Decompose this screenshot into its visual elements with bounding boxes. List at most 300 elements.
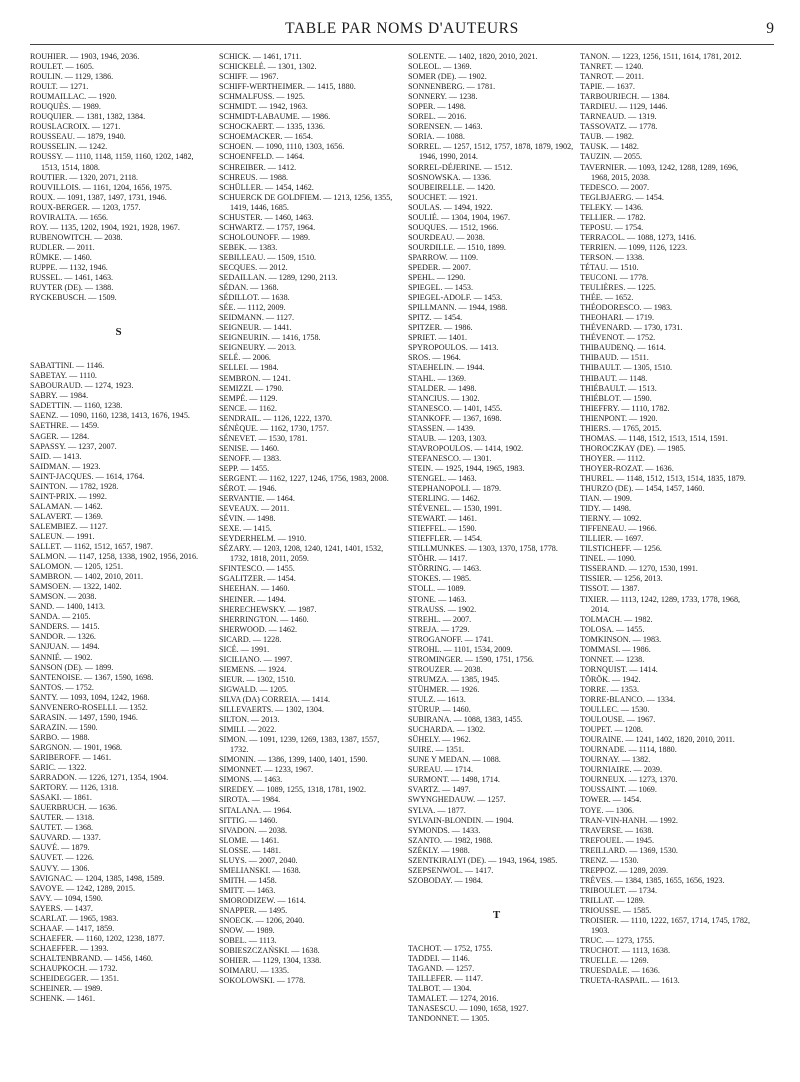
index-entry: ROY. — 1135, 1202, 1904, 1921, 1928, 1967. xyxy=(30,222,180,232)
index-entry: SEXE. — 1415. xyxy=(219,524,272,534)
index-entry: SEMBRON. — 1241. xyxy=(219,373,291,383)
index-entry: SERVANTIE. — 1464. xyxy=(219,494,295,504)
index-entry: SIMONNET. — 1233, 1967. xyxy=(219,765,314,775)
index-entry: STANKOFF. — 1367, 1698. xyxy=(408,413,502,423)
index-entry: SÉNÈQUE. — 1162, 1730, 1757. xyxy=(219,423,329,433)
index-entry: TRUC. — 1273, 1755. xyxy=(580,936,655,946)
index-entry: SANTENOISE. — 1367, 1590, 1698. xyxy=(30,672,154,682)
index-entry: SAUVET. — 1226. xyxy=(30,853,94,863)
index-entry: SCHOEMACKER. — 1654. xyxy=(219,132,313,142)
index-entry: SORIA. — 1088. xyxy=(408,132,465,142)
index-entry: TOYE. — 1306. xyxy=(580,805,635,815)
index-entry: SAYERS. — 1437. xyxy=(30,903,93,913)
index-entry: TOURAINE. — 1241, 1402, 1820, 2010, 2011. xyxy=(580,735,735,745)
index-entry: STEPHANOPOLI. — 1879. xyxy=(408,484,501,494)
index-entry: TINEL. — 1090. xyxy=(580,554,636,564)
index-entry: SCHUERCK DE GOLDFIEM. — 1213, 1256, 1355, 1419, 1446, 1685. xyxy=(219,192,393,212)
index-entry: SEIGNEUR. — 1441. xyxy=(219,323,292,333)
index-entry: TREILLARD. — 1369, 1530. xyxy=(580,845,678,855)
index-entry: ROUSLACROIX. — 1271. xyxy=(30,122,121,132)
index-entry: SAMBRON. — 1402, 2010, 2011. xyxy=(30,572,144,582)
index-entry: TRUCHOT. — 1113, 1638. xyxy=(580,946,670,956)
index-entry: STAEHELIN. — 1944. xyxy=(408,363,485,373)
index-entry: SOSNOWSKA. — 1336. xyxy=(408,172,492,182)
page-title: TABLE PAR NOMS D'AUTEURS xyxy=(285,20,519,37)
index-entry: SIMILI. — 2022. xyxy=(219,725,277,735)
index-entry: SALOMON. — 1205, 1251. xyxy=(30,562,123,572)
index-entry: SANSON (DE). — 1899. xyxy=(30,662,114,672)
index-entry: SZOBODAY. — 1984. xyxy=(408,875,483,885)
index-entry: TASSOVATZ. — 1778. xyxy=(580,122,658,132)
index-entry: RUYTER (DE). — 1388. xyxy=(30,283,114,293)
index-entry: SLOSSE. — 1481. xyxy=(219,845,281,855)
index-entry: STÜHMER. — 1926. xyxy=(408,684,480,694)
index-entry: SAIDMAN. — 1923. xyxy=(30,461,101,471)
index-entry: SHEEHAN. — 1460. xyxy=(219,584,290,594)
index-entry: SAND. — 1400, 1413. xyxy=(30,602,105,612)
index-entry: SCARLAT. — 1965, 1983. xyxy=(30,913,119,923)
index-entry: TRUESDALE. — 1636. xyxy=(580,966,660,976)
index-entry: SIEMENS. — 1924. xyxy=(219,664,287,674)
index-entry: SPIEGEL. — 1453. xyxy=(408,283,473,293)
index-entry: SOUBEIRELLE. — 1420. xyxy=(408,182,496,192)
index-entry: TERRIEN. — 1099, 1126, 1223. xyxy=(580,242,688,252)
index-entry: TIAN. — 1909. xyxy=(580,494,632,504)
index-entry: SICÉ. — 1991. xyxy=(219,644,270,654)
index-entry: TOURNIAIRE. — 2039. xyxy=(580,765,662,775)
index-entry: SOUQUES. — 1512, 1966. xyxy=(408,222,499,232)
index-entry: SAUTET. — 1368. xyxy=(30,823,94,833)
index-entry: SÉDAN. — 1368. xyxy=(219,283,279,293)
index-entry: SITTIG. — 1460. xyxy=(219,815,278,825)
index-entry: TANDONNET. — 1305. xyxy=(408,1014,490,1024)
index-entry: SALEUN. — 1991. xyxy=(30,531,95,541)
index-entry: SAUTER. — 1318. xyxy=(30,813,95,823)
index-entry: SOHIER. — 1129, 1304, 1338. xyxy=(219,956,322,966)
page-number: 9 xyxy=(766,20,774,37)
index-entry: THURZO (DE). — 1454, 1457, 1460. xyxy=(580,484,705,494)
index-entry: TOLMACH. — 1982. xyxy=(580,614,653,624)
index-entry: SCHOCKAERT. — 1335, 1336. xyxy=(219,122,325,132)
index-entry: SEIGNEURY. — 2013. xyxy=(219,343,297,353)
index-entry: ROUVILLOIS. — 1161, 1204, 1656, 1975. xyxy=(30,182,172,192)
index-entry: SOIMARU. — 1335. xyxy=(219,966,289,976)
index-entry: STAHL. — 1369. xyxy=(408,373,467,383)
index-entry: SOULIÉ. — 1304, 1904, 1967. xyxy=(408,212,511,222)
index-entry: SÉDILLOT. — 1638. xyxy=(219,293,290,303)
index-entry: SPARROW. — 1109. xyxy=(408,252,478,262)
index-entry: SMORODIZEW. — 1614. xyxy=(219,895,306,905)
index-entry: SALAMAN. — 1462. xyxy=(30,501,103,511)
index-entry: SALLET. — 1162, 1512, 1657, 1987. xyxy=(30,542,153,552)
index-entry: STERLING. — 1462. xyxy=(408,494,480,504)
index-entry: TILLIER. — 1697. xyxy=(580,534,644,544)
index-entry: STREJA. — 1729. xyxy=(408,624,470,634)
index-entry: TANASESCU. — 1090, 1658, 1927. xyxy=(408,1004,529,1014)
index-entry: SITALANA. — 1964. xyxy=(219,805,292,815)
index-entry: SYLVA. — 1877. xyxy=(408,805,466,815)
index-entry: SOREL. — 2016. xyxy=(408,112,467,122)
index-entry: SASAKI. — 1861. xyxy=(30,793,92,803)
index-entry: SCHUSTER. — 1460, 1463. xyxy=(219,212,314,222)
index-entry: ROUSSEAU. — 1879, 1940. xyxy=(30,132,126,142)
index-entry: TARBOURIECH. — 1384. xyxy=(580,92,670,102)
index-entry: SOLENTE. — 1402, 1820, 2010, 2021. xyxy=(408,52,538,61)
index-entry: SVARTZ. — 1497. xyxy=(408,785,471,795)
index-entry: TALBOT. — 1304. xyxy=(408,984,472,994)
index-entry: SANDA. — 2105. xyxy=(30,612,91,622)
index-entry: ROULIN. — 1129, 1386. xyxy=(30,72,114,82)
index-entry: TROISIER. — 1110, 1222, 1657, 1714, 1745, 1782, 1903. xyxy=(580,916,751,936)
index-entry: THIEFFRY. — 1110, 1782. xyxy=(580,403,670,413)
index-entry: THIBAUDENQ. — 1614. xyxy=(580,343,666,353)
index-entry: STONE. — 1463. xyxy=(408,594,467,604)
index-entry: SOUCHET. — 1921. xyxy=(408,192,478,202)
index-entry: TERSON. — 1338. xyxy=(580,252,645,262)
index-entry: SPYROPOULOS. — 1413. xyxy=(408,343,499,353)
index-entry: STOKES. — 1985. xyxy=(408,574,472,584)
index-entry: TOMKINSON. — 1983. xyxy=(580,634,662,644)
index-entry: SONNERY. — 1238. xyxy=(408,92,478,102)
index-entry: SICILIANO. — 1997. xyxy=(219,654,293,664)
index-entry: SCHOLOUNOFF. — 1989. xyxy=(219,232,310,242)
index-entry: STÖHR. — 1417. xyxy=(408,554,468,564)
index-entry: SEMPÉ. — 1129. xyxy=(219,393,278,403)
index-entry: SICARD. — 1228. xyxy=(219,634,282,644)
index-column-1 xyxy=(30,52,208,1004)
index-entry: SALAVERT. — 1369. xyxy=(30,511,103,521)
index-entry: SPILLMANN. — 1944, 1988. xyxy=(408,303,508,313)
index-entry: SIMON. — 1091, 1239, 1269, 1383, 1387, 1557, 1732. xyxy=(219,735,380,755)
index-entry: SARIBEROFF. — 1461. xyxy=(30,753,112,762)
index-entry: SANJUAN. — 1494. xyxy=(30,642,100,652)
index-entry: SZEPSENWOL. — 1417. xyxy=(408,865,494,875)
index-entry: SIEUR. — 1302, 1510. xyxy=(219,674,296,684)
index-entry: STANESCO. — 1401, 1455. xyxy=(408,403,503,413)
index-entry: STASSEN. — 1439. xyxy=(408,423,476,433)
index-entry: STEFANESCO. — 1301. xyxy=(408,453,492,463)
index-entry: TRENZ. — 1530. xyxy=(580,855,639,865)
index-entry: SAMSON. — 2038. xyxy=(30,592,97,602)
index-entry: SANDERS. — 1415. xyxy=(30,622,100,632)
index-entry: TORRE-BLANCO. — 1334. xyxy=(580,695,676,704)
index-entry: SADETTIN. — 1160, 1238. xyxy=(30,401,123,411)
index-entry: SAMSOEN. — 1322, 1402. xyxy=(30,582,122,592)
index-entry: ROUQUÈS. — 1989. xyxy=(30,102,101,112)
index-entry: STAUB. — 1203, 1303. xyxy=(408,433,487,443)
index-entry: THÉODORESCO. — 1983. xyxy=(580,303,673,313)
index-entry: TISSIER. — 1256, 2013. xyxy=(580,574,663,584)
index-entry: SHERRINGTON. — 1460. xyxy=(219,614,309,624)
index-entry: SCHAEFFER. — 1393. xyxy=(30,943,109,953)
index-entry: SPEDER. — 2007. xyxy=(408,262,471,272)
spacer xyxy=(30,341,208,361)
index-entry: SAUVY. — 1306. xyxy=(30,863,90,873)
index-entry: SILLEVAERTS. — 1302, 1304. xyxy=(219,705,324,715)
index-entry: SORENSEN. — 1463. xyxy=(408,122,483,132)
index-entry: SYMONDS. — 1433. xyxy=(408,825,481,835)
index-entry: TOURNEUX. — 1273, 1370. xyxy=(580,775,678,785)
index-entry: SEBEK. — 1383. xyxy=(219,242,278,252)
index-entry: SÜHELY. — 1962. xyxy=(408,735,471,745)
index-entry: TERRACOL. — 1088, 1273, 1416. xyxy=(580,232,697,242)
index-entry: SEDAILLAN. — 1289, 1290, 2113. xyxy=(219,273,338,283)
index-entry: TOURNADE. — 1114, 1880. xyxy=(580,745,677,755)
section-letter: S xyxy=(115,326,123,339)
header-rule xyxy=(30,44,774,45)
index-entry: ROULT. — 1271. xyxy=(30,82,89,92)
index-entry: SEMIZZI. — 1790. xyxy=(219,383,284,393)
index-entry: TAGAND. — 1257. xyxy=(408,963,475,973)
index-entry: SCHIFF-WERTHEIMER. — 1415, 1880. xyxy=(219,82,356,92)
index-entry: ROULET. — 1605. xyxy=(30,62,94,72)
index-entry: TIXIER. — 1113, 1242, 1289, 1733, 1778, 1968, 2014. xyxy=(580,594,741,614)
index-entry: SANDOR. — 1326. xyxy=(30,632,96,642)
index-entry: SAVOYE. — 1242, 1289, 2015. xyxy=(30,883,136,893)
index-entry: TANROT. — 2011. xyxy=(580,72,644,82)
index-entry: THIBAULT. — 1305, 1510. xyxy=(580,363,673,373)
index-entry: SAINTON. — 1782, 1928. xyxy=(30,481,119,491)
index-entry: SAUVARD. — 1337. xyxy=(30,833,101,843)
index-entry: ROUX. — 1091, 1387, 1497, 1731, 1946. xyxy=(30,192,167,202)
index-entry: SROS. — 1964. xyxy=(408,353,461,363)
index-entry: SERGENT. — 1162, 1227, 1246, 1756, 1983, 2008. xyxy=(219,473,389,483)
index-entry: SURMONT. — 1498, 1714. xyxy=(408,775,500,785)
index-entry: RYCKEBUSCH. — 1509. xyxy=(30,293,117,303)
index-entry: STIEFFEL. — 1590. xyxy=(408,524,477,534)
index-entry: SÉVIN. — 1498. xyxy=(219,514,276,524)
index-entry: TAPIE. — 1637. xyxy=(580,82,635,92)
index-entry: TOULOUSE. — 1967. xyxy=(580,715,656,725)
index-entry: TOWER. — 1454. xyxy=(580,795,642,805)
index-entry: RUPPE. — 1132, 1946. xyxy=(30,262,108,272)
index-column-4 xyxy=(580,52,758,986)
index-entry: ROUHIER. — 1903, 1946, 2036. xyxy=(30,52,140,61)
index-entry: SABOURAUD. — 1274, 1923. xyxy=(30,381,134,391)
index-entry: THIBAUD. — 1511. xyxy=(580,353,649,363)
index-entry: SCHÜLLER. — 1454, 1462. xyxy=(219,182,314,192)
index-entry: SARBO. — 1988. xyxy=(30,732,90,742)
index-entry: SIREDEY. — 1089, 1255, 1318, 1781, 1902. xyxy=(219,785,367,795)
index-entry: SHEINER. — 1494. xyxy=(219,594,286,604)
index-entry: STÜRUP. — 1460. xyxy=(408,705,471,715)
index-entry: STANCIUS. — 1302. xyxy=(408,393,480,403)
index-entry: TACHOT. — 1752, 1755. xyxy=(408,943,493,953)
index-entry: TRAN-VIN-HANH. — 1992. xyxy=(580,815,678,825)
index-entry: SCHWARTZ. — 1757, 1964. xyxy=(219,222,316,232)
index-entry: SCHIFF. — 1967. xyxy=(219,72,279,82)
index-entry: SIMONS. — 1463. xyxy=(219,775,283,785)
index-entry: STENGEL. — 1463. xyxy=(408,473,477,483)
index-entry: SCHMALFUSS. — 1925. xyxy=(219,92,305,102)
index-entry: SEVEAUX. — 2011. xyxy=(219,504,290,514)
index-entry: THUREL. — 1148, 1512, 1513, 1514, 1835, 1879. xyxy=(580,473,746,483)
index-entry: THÉVENOT. — 1752. xyxy=(580,333,656,343)
index-entry: TÖRÖK. — 1942. xyxy=(580,674,641,684)
index-entry: SOBIESZCZAŃSKI. — 1638. xyxy=(219,946,320,956)
index-entry: ROUQUIER. — 1381, 1382, 1384. xyxy=(30,112,146,122)
index-entry: SUBIRANA. — 1088, 1383, 1455. xyxy=(408,715,523,725)
index-entry: SENDRAIL. — 1126, 1222, 1370. xyxy=(219,413,332,423)
index-entry: THIBAUT. — 1148. xyxy=(580,373,648,383)
index-entry: SCHICK. — 1461, 1711. xyxy=(219,52,302,61)
index-entry: SHERECHEWSKY. — 1987. xyxy=(219,604,317,614)
index-entry: SCHENK. — 1461. xyxy=(30,994,96,1004)
index-entry: STROHL. — 1101, 1534, 2009. xyxy=(408,644,513,654)
index-entry: SIMONIN. — 1386, 1399, 1400, 1401, 1590. xyxy=(219,755,368,765)
index-entry: SABATTINI. — 1146. xyxy=(30,361,105,371)
index-entry: THOROCZKAY (DE). — 1985. xyxy=(580,443,686,453)
index-entry: SONNENBERG. — 1781. xyxy=(408,82,496,92)
index-entry: TAUSK. — 1482. xyxy=(580,142,639,152)
index-entry: SANTY. — 1093, 1094, 1242, 1968. xyxy=(30,692,150,702)
index-entry: SARAZIN. — 1590. xyxy=(30,722,98,732)
index-entry: SWYNGHEDAUW. — 1257. xyxy=(408,795,506,805)
spacer xyxy=(408,924,586,944)
index-entry: THOYER. — 1112. xyxy=(580,453,645,463)
index-entry: SARTORY. — 1126, 1318. xyxy=(30,783,119,793)
index-entry: SOULAS. — 1494, 1922. xyxy=(408,202,493,212)
index-entry: SÉNEVET. — 1530, 1781. xyxy=(219,433,308,443)
index-entry: THOYER-ROZAT. — 1636. xyxy=(580,463,674,473)
index-entry: SCHREIBER. — 1412. xyxy=(219,162,297,172)
index-entry: STÖRRING. — 1463. xyxy=(408,564,482,574)
index-entry: STALDER. — 1498. xyxy=(408,383,477,393)
index-entry: SOPER. — 1498. xyxy=(408,102,466,112)
index-entry: ROUTIER. — 1320, 2071, 2118. xyxy=(30,172,139,182)
index-entry: STOLL. — 1089. xyxy=(408,584,466,594)
index-entry: TÉTAU. — 1510. xyxy=(580,262,639,272)
index-entry: STREHL. — 2007. xyxy=(408,614,472,624)
index-entry: TREFOUEL. — 1945. xyxy=(580,835,655,845)
index-entry: SMELIANSKI. — 1638. xyxy=(219,865,301,875)
index-entry: SAINT-JACQUES. — 1614, 1764. xyxy=(30,471,145,481)
index-entry: ROUSSY. — 1110, 1148, 1159, 1160, 1202, 1482, 1513, 1514, 1808. xyxy=(30,152,194,172)
index-entry: TARNEAUD. — 1319. xyxy=(580,112,657,122)
index-entry: SAETHRE. — 1459. xyxy=(30,421,100,431)
index-entry: SNOW. — 1989. xyxy=(219,926,275,936)
index-entry: TEDESCO. — 2007. xyxy=(580,182,650,192)
index-entry: ROUMAILLAC. — 1920. xyxy=(30,92,117,102)
index-entry: THÉE. — 1652. xyxy=(580,293,634,303)
index-entry: SARASIN. — 1497, 1590, 1946. xyxy=(30,712,138,722)
index-entry: SEYDERHELM. — 1910. xyxy=(219,534,307,544)
index-entry: THOMAS. — 1148, 1512, 1513, 1514, 1591. xyxy=(580,433,728,443)
index-entry: THÉVENARD. — 1730, 1731. xyxy=(580,323,683,333)
index-entry: SILTON. — 2013. xyxy=(219,715,280,725)
index-entry: SIGWALD. — 1205. xyxy=(219,684,289,694)
index-entry: SEIGNEURIN. — 1416, 1758. xyxy=(219,333,321,343)
index-entry: SLUYS. — 2007, 2040. xyxy=(219,855,298,865)
index-entry: SCHMIDT-LABAUME. — 1986. xyxy=(219,112,331,122)
index-entry: TISSOT. — 1387. xyxy=(580,584,640,594)
index-entry: STAVROPOULOS. — 1414, 1902. xyxy=(408,443,524,453)
index-entry: SARIC. — 1322. xyxy=(30,763,87,773)
index-entry: SALMON. — 1147, 1258, 1338, 1902, 1956, 2016. xyxy=(30,552,199,562)
index-entry: TELEKY. — 1436. xyxy=(580,202,644,212)
index-entry: TAILLEFER. — 1147. xyxy=(408,974,483,984)
index-entry: TADDEI. — 1146. xyxy=(408,953,470,963)
index-entry: SNOECK. — 1206, 2040. xyxy=(219,916,305,926)
index-entry: SORREL-DÉJERINE. — 1512. xyxy=(408,162,513,172)
index-entry: TAUB. — 1982. xyxy=(580,132,634,142)
index-entry: TARDIEU. — 1129, 1446. xyxy=(580,102,668,112)
index-entry: THEOHARI. — 1719. xyxy=(580,313,655,323)
index-entry: STROGANOFF. — 1741. xyxy=(408,634,494,644)
index-entry: SOBEL. — 1113. xyxy=(219,936,277,946)
page-header xyxy=(30,16,774,46)
index-entry: SZENTKIRALYI (DE). — 1943, 1964, 1985. xyxy=(408,855,558,865)
index-entry: TELLIER. — 1782. xyxy=(580,212,646,222)
spacer xyxy=(408,886,586,906)
index-entry: TANON. — 1223, 1256, 1511, 1614, 1781, 2012. xyxy=(580,52,742,61)
index-entry: STROUZER. — 2038. xyxy=(408,664,483,674)
index-entry: TONNET. — 1238. xyxy=(580,654,645,664)
index-entry: SYLVAIN-BLONDIN. — 1904. xyxy=(408,815,514,825)
index-entry: TEGLBJAERG. — 1454. xyxy=(580,192,664,202)
index-entry: THIÉBAULT. — 1513. xyxy=(580,383,657,393)
index-entry: THIÉBLOT. — 1590. xyxy=(580,393,652,403)
index-entry: SIROTA. — 1984. xyxy=(219,795,281,805)
index-entry: TOUSSAINT. — 1069. xyxy=(580,785,657,795)
index-entry: SPITZ. — 1454. xyxy=(408,313,463,323)
index-entry: SILVA (DA) CORREIA. — 1414. xyxy=(219,695,331,704)
index-entry: SCHOENFELD. — 1464. xyxy=(219,152,305,162)
index-entry: SAVIGNAC. — 1204, 1385, 1498, 1589. xyxy=(30,873,165,883)
index-entry: TIERNY. — 1092. xyxy=(580,514,642,524)
index-entry: TEUCONI. — 1778. xyxy=(580,273,649,283)
index-entry: STEWART. — 1461. xyxy=(408,514,477,524)
index-entry: TRIBOULET. — 1734. xyxy=(580,885,658,895)
index-entry: TILSTICHEFF. — 1256. xyxy=(580,544,662,554)
index-column-3 xyxy=(408,52,586,1024)
index-entry: TOURNAY. — 1382. xyxy=(580,755,651,765)
index-entry: SFINTESCO. — 1455. xyxy=(219,564,295,574)
index-entry: SCHALTENBRAND. — 1456, 1460. xyxy=(30,953,153,963)
index-entry: TRILLAT. — 1289. xyxy=(580,895,645,905)
index-entry: STILLMUNKES. — 1303, 1370, 1758, 1778. xyxy=(408,544,558,554)
index-entry: ROUX-BERGER. — 1203, 1757. xyxy=(30,202,141,212)
index-entry: SANVENERO-ROSELLI. — 1352. xyxy=(30,702,148,712)
index-entry: TAVERNIER. — 1093, 1242, 1288, 1289, 1696, 1968, 2015, 2038. xyxy=(580,162,739,182)
index-entry: STRUMZA. — 1385, 1945. xyxy=(408,674,500,684)
index-entry: TORNQUIST. — 1414. xyxy=(580,664,658,674)
index-entry: THIENPONT. — 1920. xyxy=(580,413,658,423)
index-entry: SPIEGEL-ADOLF. — 1453. xyxy=(408,293,503,303)
index-entry: SIVADON. — 2038. xyxy=(219,825,288,835)
index-entry: SAUERBRUCH. — 1636. xyxy=(30,803,118,813)
index-entry: TAMALET. — 1274, 2016. xyxy=(408,994,499,1004)
section-letter: T xyxy=(492,908,502,921)
index-entry: TEULIÈRES. — 1225. xyxy=(580,283,656,293)
spacer xyxy=(30,303,208,323)
index-entry: SCHAEFER. — 1160, 1202, 1238, 1877. xyxy=(30,933,165,943)
index-entry: TANRET. — 1240. xyxy=(580,62,644,72)
index-entry: TREPPOZ. — 1289, 2039. xyxy=(580,865,669,875)
index-entry: SPITZER. — 1986. xyxy=(408,323,473,333)
index-entry: SAPASSY. — 1237, 2007. xyxy=(30,441,117,451)
index-entry: SUREAU. — 1714. xyxy=(408,765,474,775)
index-entry: SZÉKLY. — 1988. xyxy=(408,845,470,855)
index-column-2 xyxy=(219,52,397,986)
index-entry: SENCE. — 1162. xyxy=(219,403,277,413)
index-entry: TIDY. — 1498. xyxy=(580,504,631,514)
index-entry: TOUPET. — 1208. xyxy=(580,725,643,735)
index-entry: SCHMIDT. — 1942, 1963. xyxy=(219,102,308,112)
index-entry: SENISE. — 1460. xyxy=(219,443,280,453)
index-entry: STRAUSS. — 1902. xyxy=(408,604,477,614)
index-entry: SZANTO. — 1982, 1988. xyxy=(408,835,493,845)
